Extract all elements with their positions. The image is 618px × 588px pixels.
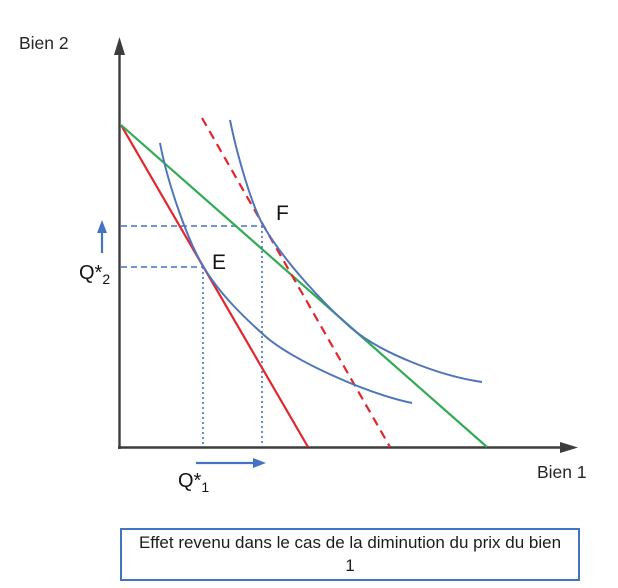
q2-subscript: 2 xyxy=(102,271,111,287)
up-arrow-icon xyxy=(97,220,107,233)
indifference-curve-1 xyxy=(160,143,412,403)
new-budget-line xyxy=(121,125,487,447)
x-axis-label: Bien 1 xyxy=(537,462,587,482)
x-axis-arrowhead-icon xyxy=(560,442,578,453)
caption-box xyxy=(120,528,580,581)
q1-base: Q* xyxy=(178,470,202,492)
caption-text: Effet revenu dans le cas de la diminution du prix du bien 1 xyxy=(138,533,562,575)
right-arrow-icon xyxy=(253,458,266,468)
indifference-curve-2 xyxy=(230,120,482,382)
q2-quantity-label xyxy=(79,262,111,287)
compensated-budget-dashed-line xyxy=(202,118,390,447)
initial-budget-line xyxy=(121,125,308,447)
point-label-e: E xyxy=(212,251,227,274)
q1-subscript: 1 xyxy=(201,479,210,495)
q2-base: Q* xyxy=(79,262,103,284)
q1-quantity-label xyxy=(178,470,210,495)
y-axis-arrowhead-icon xyxy=(114,37,125,55)
y-axis-label: Bien 2 xyxy=(19,33,69,53)
point-label-f: F xyxy=(276,202,289,225)
